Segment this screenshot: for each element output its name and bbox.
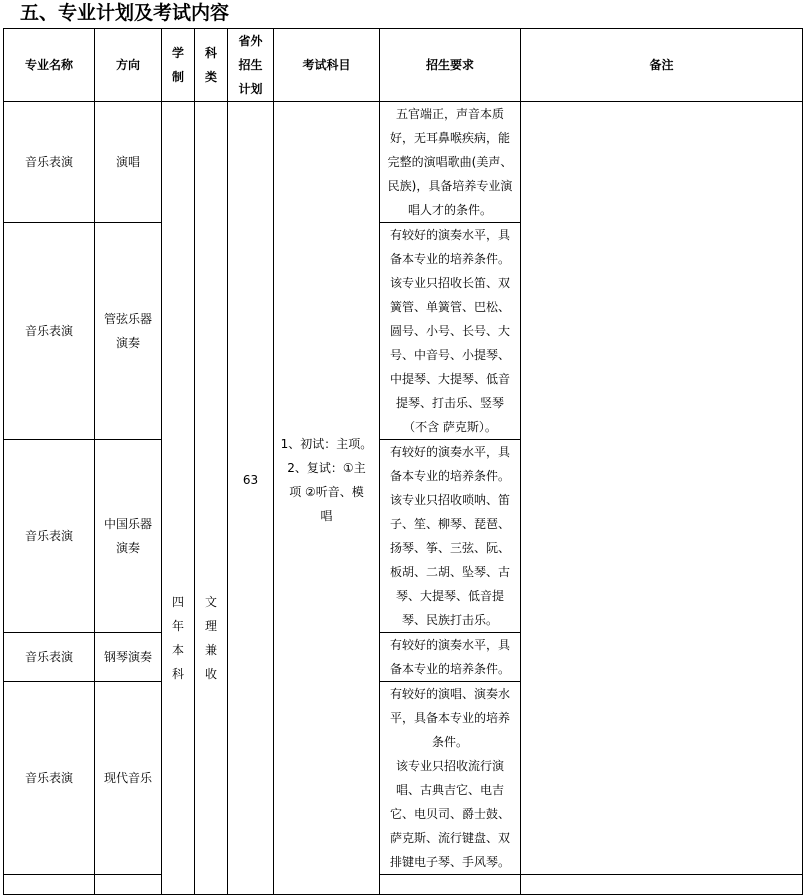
years-cell bbox=[162, 102, 195, 895]
header-category bbox=[195, 29, 228, 102]
major-name-cell bbox=[4, 875, 95, 895]
header-years bbox=[162, 29, 195, 102]
requirement-line: 该专业只招收唢呐、笛 bbox=[389, 493, 510, 507]
category-cell bbox=[195, 102, 228, 895]
requirement-line: 萨克斯、流行键盘、双 bbox=[389, 831, 510, 845]
requirement-line: 有较好的演奏水平，具 bbox=[389, 228, 510, 242]
direction-line: 中国乐器 bbox=[103, 517, 152, 531]
requirement-line: 它、电贝司、爵士鼓、 bbox=[389, 807, 510, 821]
direction-cell bbox=[95, 633, 162, 682]
direction-line: 现代音乐 bbox=[103, 771, 152, 785]
header-plan-line: 省外 bbox=[238, 34, 263, 48]
table-row bbox=[4, 102, 803, 223]
direction-cell bbox=[95, 875, 162, 895]
requirements-cell bbox=[380, 440, 521, 633]
requirement-line: 有较好的演奏水平，具 bbox=[389, 445, 510, 459]
header-notes: 备注 bbox=[521, 29, 803, 102]
requirement-line: 唱、古典吉它、电吉 bbox=[395, 783, 504, 797]
requirement-line: 民族)，具备培养专业演 bbox=[387, 179, 513, 193]
years-char: 科 bbox=[171, 667, 184, 681]
header-requirements: 招生要求 bbox=[380, 29, 521, 102]
requirement-line: 好，无耳鼻喉疾病，能 bbox=[389, 131, 510, 145]
requirements-cell bbox=[380, 875, 521, 895]
years-char: 本 bbox=[171, 643, 184, 657]
requirement-line: （不含 萨克斯）。 bbox=[403, 420, 497, 434]
direction-cell bbox=[95, 223, 162, 440]
requirement-line: 子、笙、柳琴、琵琶、 bbox=[389, 517, 510, 531]
requirement-line: 中提琴、大提琴、低音 bbox=[389, 372, 510, 386]
header-years-char: 制 bbox=[171, 70, 184, 84]
major-name-cell: 音乐表演 bbox=[4, 440, 95, 633]
category-char: 兼 bbox=[204, 643, 217, 657]
notes-cell bbox=[521, 875, 803, 895]
header-row bbox=[4, 29, 803, 102]
header-major: 专业名称 bbox=[4, 29, 95, 102]
major-plan-table bbox=[3, 28, 803, 895]
years-char: 年 bbox=[171, 619, 184, 633]
requirement-line: 琴、民族打击乐。 bbox=[401, 613, 498, 627]
category-char: 文 bbox=[204, 595, 217, 609]
requirements-cell bbox=[380, 223, 521, 440]
direction-line: 钢琴演奏 bbox=[103, 650, 152, 664]
requirement-line: 圆号、小号、长号、大 bbox=[389, 324, 510, 338]
requirements-cell bbox=[380, 682, 521, 875]
requirement-line: 备本专业的培养条件。 bbox=[389, 252, 510, 266]
years-char: 四 bbox=[171, 595, 184, 609]
direction-line: 演奏 bbox=[115, 336, 140, 350]
direction-cell bbox=[95, 682, 162, 875]
exam-line: 1、初试：主项。 bbox=[280, 437, 373, 451]
section-title: 五、专业计划及考试内容 bbox=[20, 2, 230, 24]
requirements-cell bbox=[380, 633, 521, 682]
requirement-line: 五官端正，声音本质 bbox=[395, 107, 504, 121]
direction-cell bbox=[95, 440, 162, 633]
header-plan-line: 招生 bbox=[238, 58, 263, 72]
requirement-line: 备本专业的培养条件。 bbox=[389, 469, 510, 483]
requirement-line: 备本专业的培养条件。 bbox=[389, 662, 510, 676]
header-years-char: 学 bbox=[171, 46, 184, 60]
header-plan-line: 计划 bbox=[238, 82, 263, 96]
exam-line: 唱 bbox=[320, 509, 333, 523]
table-row bbox=[4, 875, 803, 895]
requirement-line: 条件。 bbox=[431, 735, 468, 749]
requirement-line: 该专业只招收流行演 bbox=[395, 759, 504, 773]
header-plan bbox=[228, 29, 274, 102]
exam-line: 2、复试：①主 bbox=[287, 461, 366, 475]
requirement-line: 号、中音号、小提琴、 bbox=[389, 348, 510, 362]
direction-line: 演唱 bbox=[115, 155, 140, 169]
requirement-line: 完整的演唱歌曲(美声、 bbox=[387, 155, 513, 169]
major-name-cell: 音乐表演 bbox=[4, 223, 95, 440]
category-char: 理 bbox=[204, 619, 217, 633]
plan-cell: 63 bbox=[228, 102, 274, 895]
exam-line: 项 ②听音、模 bbox=[289, 485, 364, 499]
requirement-line: 簧管、单簧管、巴松、 bbox=[389, 300, 510, 314]
header-direction: 方向 bbox=[95, 29, 162, 102]
major-name-cell: 音乐表演 bbox=[4, 633, 95, 682]
category-char: 收 bbox=[204, 667, 217, 681]
major-name-cell: 音乐表演 bbox=[4, 682, 95, 875]
direction-line: 演奏 bbox=[115, 541, 140, 555]
requirements-cell bbox=[380, 102, 521, 223]
header-category-char: 类 bbox=[204, 70, 217, 84]
requirement-line: 板胡、二胡、坠琴、古 bbox=[389, 565, 510, 579]
header-category-char: 科 bbox=[204, 46, 217, 60]
major-name-cell: 音乐表演 bbox=[4, 102, 95, 223]
notes-cell bbox=[521, 102, 803, 875]
requirement-line: 有较好的演唱、演奏水 bbox=[389, 687, 510, 701]
requirement-line: 有较好的演奏水平，具 bbox=[389, 638, 510, 652]
requirement-line: 扬琴、筝、三弦、阮、 bbox=[389, 541, 510, 555]
requirement-line: 平，具备本专业的培养 bbox=[389, 711, 510, 725]
requirement-line: 排键电子琴、手风琴。 bbox=[389, 855, 510, 869]
exam-cell bbox=[274, 102, 380, 895]
direction-cell bbox=[95, 102, 162, 223]
header-exam: 考试科目 bbox=[274, 29, 380, 102]
requirement-line: 琴、大提琴、低音提 bbox=[395, 589, 504, 603]
requirement-line: 唱人才的条件。 bbox=[407, 203, 492, 217]
direction-line: 管弦乐器 bbox=[103, 312, 152, 326]
requirement-line: 该专业只招收长笛、双 bbox=[389, 276, 510, 290]
requirement-line: 提琴、打击乐、竖琴 bbox=[395, 396, 504, 410]
